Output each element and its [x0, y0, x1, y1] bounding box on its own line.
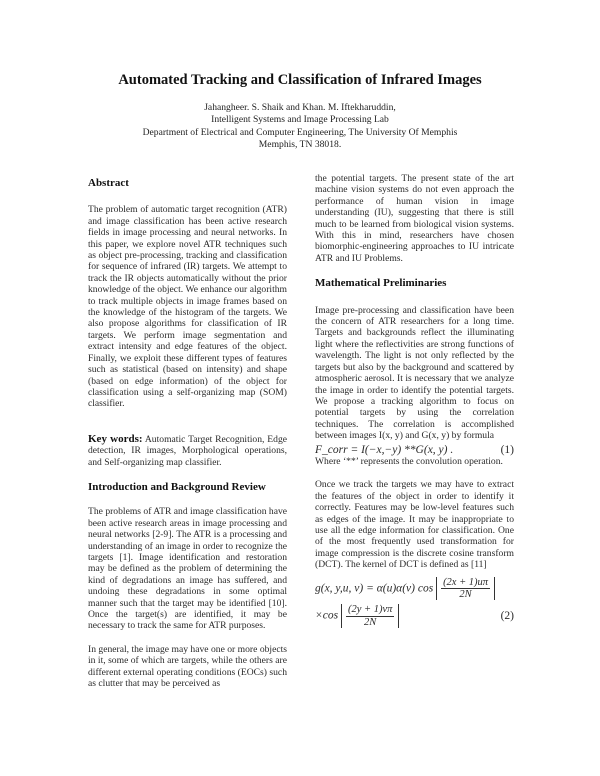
fraction-numerator: (2x + 1)uπ: [443, 576, 489, 588]
fraction-denominator: 2N: [364, 616, 377, 628]
author-address: Memphis, TN 38018.: [258, 139, 342, 151]
equation-1-note: Where ‘**’ represents the convolution operation.: [315, 455, 503, 467]
intro-heading: Introduction and Background Review: [88, 480, 266, 493]
author-block: [0, 102, 600, 152]
intro-paragraph-1: The problems of ATR and image classification have been active research areas in image processing and neural networks [2-9]. The ATR is a processing and understanding of an image in order to recognize the targets [1]. Image identification and restoration may be defined as the problem of determining the kind of degradations an image has suffered, and undoing these degradations in some optimal manner such that the target may be identified [10]. Once the target(s) are identified, it may be necessary to track the same for ATR purposes.: [88, 506, 288, 632]
right-column: [315, 173, 514, 628]
paper-title: Automated Tracking and Classification of Infrared Images: [118, 72, 482, 88]
abstract-heading: Abstract: [88, 177, 129, 189]
equation-1-number: (1): [500, 443, 514, 456]
fraction-denominator: 2N: [459, 589, 472, 600]
equation-2-fraction-1: [436, 577, 495, 601]
math-paragraph-1: Image pre-processing and classification have been the concern of ATR researchers for a long time. Targets and backgrounds reflect the illuminating light where the reflectivities are strong functions of wavelength. The light is not only reflected by the targets but also by the background and scattered by atmospheric aerosol. It is necessary that we analyze the image in order to identify the potential targets. We propose a tracking algorithm to focus on potential targets by using the correlation techniques. The correlation is accomplished between images I(x, y) and G(x, y) by formula: [315, 304, 514, 442]
equation-1-body: F_corr = I(−x,−y) **G(x, y) .: [315, 443, 454, 456]
math-paragraph-2: Once we track the targets we may have to extract the features of the object in order to identify it correctly. Features may be low-level features such as edges of the image. It may be inappropriate to use all the edge information for classification. One of the most frequently used transformation for image compression is the discrete cosine transform (DCT). The kernel of DCT is defined as [11]: [315, 479, 514, 571]
equation-2-number: (2): [500, 609, 514, 622]
equation-2-fraction-2: [341, 604, 399, 628]
equation-2-times-cos: ×cos: [315, 609, 339, 622]
left-column: [88, 178, 287, 689]
fraction-numerator: (2y + 1)vπ: [347, 604, 393, 616]
author-names: Jahangheer. S. Shaik and Khan. M. Iftekharuddin,: [204, 102, 396, 113]
math-heading: Mathematical Preliminaries: [315, 277, 447, 290]
equation-2-lhs: g(x, y,u, v) = α(u)α(v) cos: [315, 582, 434, 595]
equation-2-line-2: [315, 604, 514, 628]
intro-paragraph-2-continued: the potential targets. The present state of the art machine vision systems do not even approach the performance of human vision in image understanding (IU), suggesting that there is still much to be learned from biological vision systems. With this in mind, researchers have chosen biomorphic-engineering approaches to IU intricate ATR and IU Problems.: [315, 173, 514, 264]
equation-1: [315, 445, 514, 456]
intro-paragraph-2: In general, the image may have one or more objects in it, some of which are targets, while the others are different external operating conditions (EOCs) such as clutter that may be perceived as: [88, 643, 287, 690]
author-department: Department of Electrical and Computer Engineering, The University Of Memphis: [142, 126, 458, 138]
equation-2-line-1: [315, 577, 514, 601]
keywords-label: Key words:: [88, 432, 143, 445]
abstract-body: The problem of automatic target recognition (ATR) and image classification has been active research fields in image processing and neural networks. In this paper, we explore novel ATR techniques such as object pre-processing, tracking and classification for sequence of infrared (IR) targets. We attempt to track the IR objects automatically without the prior knowledge of the object. We enhance our algorithm to track multiple objects in image frames based on the knowledge of the histogram of the targets. We also propose algorithms for classification of IR targets. We perform image segmentation and extract intensity and edge features of the object. Finally, we exploit these different types of features such as statistical (based on intensity) and shape (based on edge information) of the object for classification using a self-organizing map (SOM) classifier.: [88, 204, 287, 410]
author-lab: Intelligent Systems and Image Processing Lab: [211, 114, 389, 126]
keywords: [88, 434, 287, 468]
keywords-text: Automatic Target Recognition, Edge detection, IR images, Morphological operations, and Self-organizing map classifier.: [88, 433, 287, 468]
